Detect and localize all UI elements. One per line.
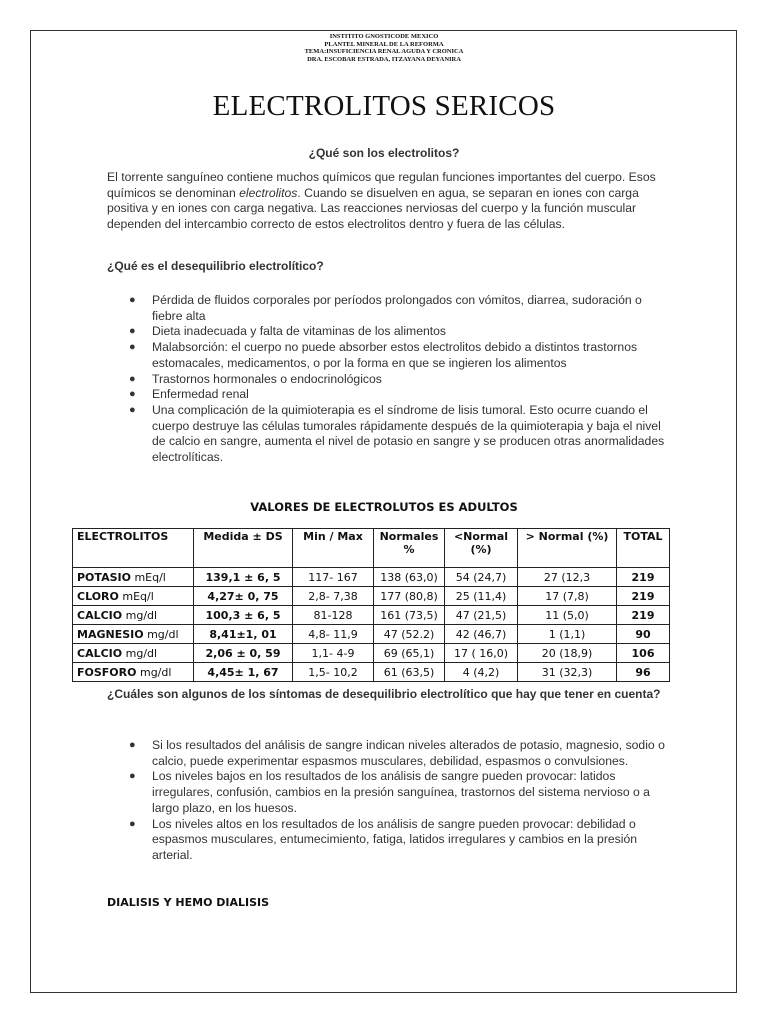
cell-normales: 138 (63,0) xyxy=(374,568,445,587)
cell-normales: 177 (80,8) xyxy=(374,587,445,606)
cell-mayor: 1 (1,1) xyxy=(518,625,617,644)
list-item: ● Si los resultados del análisis de sangre indican niveles alterados de potasio, magnesio, sodio o calcio, puede experimentar espasmos musculares, debilidad, espasmos o convulsiones. xyxy=(129,738,665,768)
cell-medida: 4,27± 0, 75 xyxy=(194,587,293,606)
bullet-icon: ● xyxy=(129,770,136,783)
bullet-icon: ● xyxy=(129,739,136,751)
bullet-icon: ● xyxy=(129,294,136,306)
cell-medida: 139,1 ± 6, 5 xyxy=(194,568,293,587)
cell-normales: 61 (63,5) xyxy=(374,663,445,682)
cell-total: 219 xyxy=(617,568,670,587)
cell-total: 219 xyxy=(617,606,670,625)
cell-total: 96 xyxy=(617,663,670,682)
intro-text-emphasis: electrolitos xyxy=(239,185,298,200)
cell-electrolyte: CLORO mEq/l xyxy=(73,587,194,606)
cell-normales: 69 (65,1) xyxy=(374,644,445,663)
bullet-icon: ● xyxy=(129,325,136,338)
list-item: ● Malabsorción: el cuerpo no puede absorber estos electrolitos debido a distintos trastornos estomacales, medicamentos, o por la forma en que se ingieren los alimentos xyxy=(129,340,638,370)
table-header-row xyxy=(73,529,670,568)
document-header xyxy=(0,33,768,63)
cell-mayor: 20 (18,9) xyxy=(518,644,617,663)
bullet-icon: ● xyxy=(129,388,136,401)
cell-medida: 2,06 ± 0, 59 xyxy=(194,644,293,663)
col-mayor-normal: > Normal (%) xyxy=(518,529,617,568)
cell-minmax: 1,1- 4-9 xyxy=(293,644,374,663)
table-row xyxy=(73,625,670,644)
col-total: TOTAL xyxy=(617,529,670,568)
col-minmax: Min / Max xyxy=(293,529,374,568)
col-normales: Normales % xyxy=(374,529,445,568)
header-institute: INSTITITO GNOSTICODE MEXICO xyxy=(329,33,439,40)
section-heading-dialisis: DIALISIS Y HEMO DIALISIS xyxy=(107,896,270,909)
cell-mayor: 17 (7,8) xyxy=(518,587,617,606)
cell-mayor: 27 (12,3 xyxy=(518,568,617,587)
cell-electrolyte: CALCIO mg/dl xyxy=(73,644,194,663)
cell-medida: 8,41±1, 01 xyxy=(194,625,293,644)
list-item: ● Una complicación de la quimioterapia es el síndrome de lisis tumoral. Esto ocurre cuando el cuerpo destruye las células tumorales rápidamente después de la quimioterapia y baja el nivel de calcio en sangre, aumenta el nivel de potasio en sangre y se producen otras anormalidades electrolíticas. xyxy=(129,402,665,465)
cell-minmax: 81-128 xyxy=(293,606,374,625)
cell-electrolyte: FOSFORO mg/dl xyxy=(73,663,194,682)
list-item: ● Los niveles bajos en los resultados de los análisis de sangre pueden provocar: latidos irregulares, confusión, cambios en la presión sanguínea, trastornos del sistema nervioso o a largo plazo, en los huesos. xyxy=(129,769,650,815)
table-row xyxy=(73,568,670,587)
col-menor-normal: <Normal (%) xyxy=(445,529,518,568)
cell-menor: 42 (46,7) xyxy=(445,625,518,644)
cell-total: 106 xyxy=(617,644,670,663)
list-item: ● Los niveles altos en los resultados de los análisis de sangre pueden provocar: debilidad o espasmos musculares, entumecimiento, fatiga, latidos irregulares y cambios en la presión arterial. xyxy=(129,816,638,862)
header-topic: TEMA:INSUFICIENCIA RENAL AGUDA Y CRONICA xyxy=(304,48,464,55)
table-title: VALORES DE ELECTROLUTOS ES ADULTOS xyxy=(250,500,518,514)
col-electrolitos: ELECTROLITOS xyxy=(73,529,194,568)
electrolytes-table xyxy=(72,528,670,682)
list-item: ● Dieta inadecuada y falta de vitaminas de los alimentos xyxy=(129,324,447,339)
cell-minmax: 117- 167 xyxy=(293,568,374,587)
cell-menor: 54 (24,7) xyxy=(445,568,518,587)
cell-menor: 4 (4,2) xyxy=(445,663,518,682)
question-what-are-electrolytes: ¿Qué son los electrolitos? xyxy=(308,146,460,160)
cell-electrolyte: CALCIO mg/dl xyxy=(73,606,194,625)
question-imbalance: ¿Qué es el desequilibrio electrolítico? xyxy=(107,259,324,273)
cell-normales: 161 (73,5) xyxy=(374,606,445,625)
bullet-icon: ● xyxy=(129,372,136,385)
cell-medida: 100,3 ± 6, 5 xyxy=(194,606,293,625)
imbalance-causes-list xyxy=(107,293,672,466)
intro-text-a: El torrente sanguíneo contiene muchos químicos que regulan funciones importantes del cuerpo. Esos químicos se denominan xyxy=(107,170,656,200)
symptoms-list xyxy=(107,738,672,864)
list-item: ● Enfermedad renal xyxy=(129,387,249,402)
bullet-icon: ● xyxy=(129,341,136,354)
table-row xyxy=(73,587,670,606)
cell-electrolyte: MAGNESIO mg/dl xyxy=(73,625,194,644)
cell-medida: 4,45± 1, 67 xyxy=(194,663,293,682)
table-row xyxy=(73,606,670,625)
cell-minmax: 2,8- 7,38 xyxy=(293,587,374,606)
cell-menor: 47 (21,5) xyxy=(445,606,518,625)
cell-total: 219 xyxy=(617,587,670,606)
col-medida: Medida ± DS xyxy=(194,529,293,568)
cell-menor: 17 ( 16,0) xyxy=(445,644,518,663)
cell-total: 90 xyxy=(617,625,670,644)
intro-text-b: . Cuando se disuelven en agua, se separan en iones con carga positiva y en iones con carga negativa. Las reacciones nerviosas del cuerpo y la función muscular dependen del intercambio correcto de estos electrolitos dentro y fuera de las células. xyxy=(107,185,639,232)
question-symptoms: ¿Cuáles son algunos de los síntomas de desequilibrio electrolítico que hay que tener en cuenta? xyxy=(107,687,661,701)
cell-normales: 47 (52.2) xyxy=(374,625,445,644)
bullet-icon: ● xyxy=(129,403,136,416)
list-item: ● Pérdida de fluidos corporales por períodos prolongados con vómitos, diarrea, sudoración o fiebre alta xyxy=(129,293,642,323)
list-item: ● Trastornos hormonales o endocrinológicos xyxy=(129,371,382,386)
cell-minmax: 4,8- 11,9 xyxy=(293,625,374,644)
table-row xyxy=(73,663,670,682)
cell-minmax: 1,5- 10,2 xyxy=(293,663,374,682)
intro-paragraph xyxy=(107,170,667,233)
cell-menor: 25 (11,4) xyxy=(445,587,518,606)
cell-electrolyte: POTASIO mEq/l xyxy=(73,568,194,587)
table-row xyxy=(73,644,670,663)
cell-mayor: 31 (32,3) xyxy=(518,663,617,682)
bullet-icon: ● xyxy=(129,817,136,830)
header-campus: PLANTEL MINERAL DE LA REFORMA xyxy=(324,40,444,48)
document-title: ELECTROLITOS SERICOS xyxy=(212,90,556,122)
cell-mayor: 11 (5,0) xyxy=(518,606,617,625)
header-author: DRA. ESCOBAR ESTRADA, ITZAYANA DEYANIRA xyxy=(307,55,461,63)
